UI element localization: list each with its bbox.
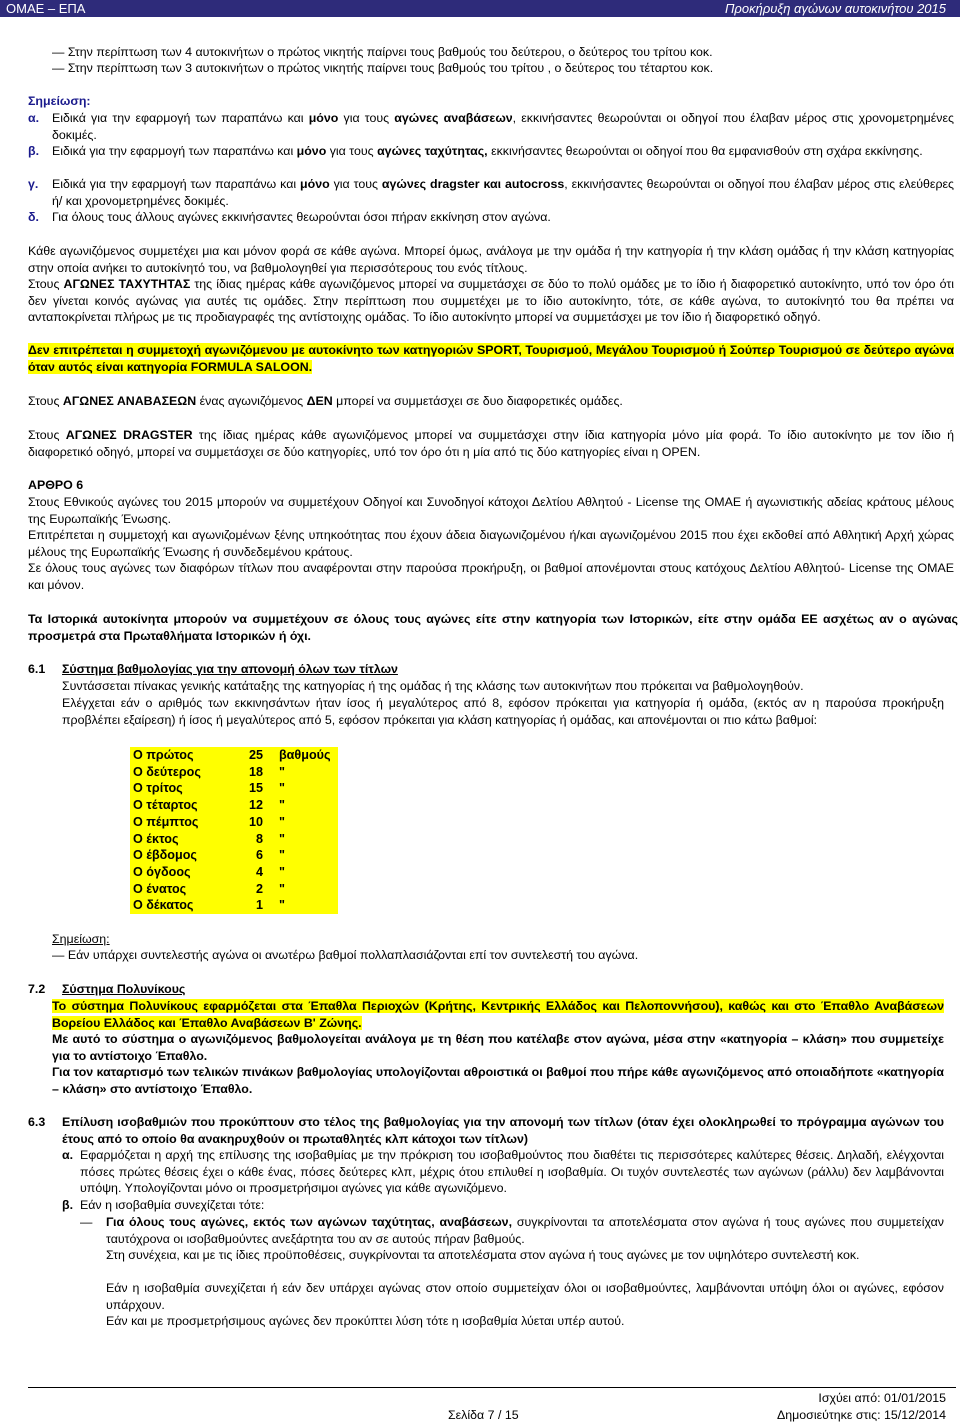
section-6-3-number: 6.3: [28, 1115, 46, 1129]
note-2-text: — Εάν υπάρχει συντελεστής αγώνα οι ανωτέρω βαθμοί πολλαπλασιάζονται επί τον συντελεστή του αγώνα.: [52, 948, 639, 962]
position-label: Ο έβδομος: [133, 848, 197, 863]
points-unit: ": [279, 764, 285, 779]
note-title: Σημείωση:: [28, 94, 91, 108]
s63-a: Εφαρμόζεται η αρχή της επίλυσης της ισοβαθμίας με την πρόκριση του ισοβαθμούντος που διαθέτει τις περισσότερες καλύτερες θέσεις. Δηλαδή, ελέγχονται πόσες πρώτες θέσεις έχει ο κάθε ένας, πόσες δεύτερες κλπ, μέχρις ότου επιλυθεί η ισοβαθμία. Οι τυχόν συντελεστές των αγώνων (ράλλυ) δεν λαμβάνονται υπόψη. Υπολογίζονται μόνο οι προσμετρήσιμοι αγώνες για κάθε αγωνιζόμενο.: [80, 1148, 944, 1195]
position-label: Ο τέταρτος: [133, 798, 198, 813]
points-value: 15: [248, 781, 263, 796]
points-row: [130, 747, 338, 764]
points-row: [130, 847, 338, 864]
dash-line-2: — Στην περίπτωση των 3 αυτοκινήτων ο πρώτος νικητής παίρνει τους βαθμούς του τρίτου , ο δεύτερος του τέταρτου κοκ.: [52, 61, 714, 75]
points-value: 6: [255, 848, 263, 863]
points-row: [130, 864, 338, 881]
article-6-p3: Σε όλους τους αγώνες των διαφόρων τίτλων που αναφέρονται στην παρούσα προκήρυξη, οι βαθμοί απονέμονται στους κατόχους Δελτίου Αθλητού- License της ΟΜΑΕ και μόνον.: [28, 561, 954, 592]
points-value: 25: [248, 748, 263, 762]
points-unit: ": [279, 898, 285, 913]
position-label: Ο πρώτος: [133, 748, 194, 762]
paragraph-participation: Κάθε αγωνιζόμενος συμμετέχει μια και μόνον φορά σε κάθε αγώνα. Μπορεί όμως, ανάλογα με την ομάδα ή την κατηγορία ή την κλάση ομάδας ή την κλάση κατηγορίας στην οποία ανήκει το αυτοκίνητό του, να βαθμολογηθεί για περισσότερους του ενός τίτλους.: [28, 244, 954, 275]
points-value: 4: [255, 864, 263, 879]
points-value: 1: [255, 898, 263, 913]
s63-b1-dash: —: [80, 1215, 93, 1229]
points-value: 12: [248, 798, 263, 813]
section-6-1-title: Σύστημα βαθμολογίας για την απονομή όλων των τίτλων: [62, 662, 398, 676]
points-unit: ": [279, 881, 285, 896]
s63-b2: Στη συνέχεια, και με τις ίδιες προϋποθέσεις, συγκρίνονται τα αποτελέσματα στον αγώνα ή τους αγώνες με τον υψηλότερο συντελεστή κοκ.: [106, 1248, 860, 1262]
page-header: [0, 0, 960, 17]
published-date: Δημοσιεύτηκε στις: 15/12/2014: [776, 1408, 946, 1422]
footer-divider: [28, 1387, 956, 1388]
note-c: Ειδικά για την εφαρμογή των παραπάνω και μόνο για τους αγώνες dragster και autocross, εκκινήσαντες θεωρούνται οι οδηγοί που έλαβαν μέρος στις ελεύθερες ή/ και χρονομετρημένες δοκιμές.: [52, 177, 954, 208]
s63-b1: Για όλους τους αγώνες, εκτός των αγώνων ταχύτητας, αναβάσεων, συγκρίνονται τα αποτελέσματα στον αγώνα ή τους αγώνες που συμμετείχαν ταυτόχρονα οι ισοβαθμούντες ανεξάρτητα του αν σε αυτούς πήραν βαθμούς.: [106, 1215, 944, 1246]
position-label: Ο ένατος: [133, 881, 187, 896]
points-table: [130, 747, 338, 914]
section-6-1-p1: Συντάσσεται πίνακας γενικής κατάταξης της κατηγορίας ή της ομάδας ή της κλάσης των αυτοκινήτων που πρόκειται να βαθμολογηθούν.: [62, 679, 804, 693]
section-7-2-highlight: Το σύστημα Πολυνίκους εφαρμόζεται στα Έπαθλα Περιοχών (Κρήτης, Κεντρικής Ελλάδος και Πελοποννήσου), καθώς και στο Έπαθλο Αναβάσεων Βορείου Ελλάδος και Έπαθλο Αναβάσεων Β' Ζώνης.: [52, 999, 944, 1030]
s63-a-mark: α.: [62, 1148, 74, 1162]
s63-b: Εάν η ισοβαθμία συνεχίζεται τότε:: [80, 1198, 265, 1212]
position-label: Ο έκτος: [133, 831, 179, 846]
points-row: [130, 814, 338, 831]
points-value: 10: [248, 814, 263, 829]
position-label: Ο τρίτος: [133, 781, 183, 796]
points-row: [130, 797, 338, 814]
points-unit: βαθμούς: [279, 748, 331, 762]
highlight-restriction: Δεν επιτρέπεται η συμμετοχή αγωνιζόμενου με αυτοκίνητο των κατηγοριών SPORT, Τουρισμού, Μεγάλου Τουρισμού ή Σούπερ Τουρισμού σε δεύτερο αγώνα όταν αυτός είναι κατηγορία FORMULA SALOON.: [28, 343, 954, 374]
points-unit: ": [279, 814, 285, 829]
points-value: 18: [248, 764, 263, 779]
s63-b3: Εάν η ισοβαθμία συνεχίζεται ή εάν δεν υπάρχει αγώνας στον οποίο συμμετείχαν όλοι οι ισοβαθμούντες, λαμβάνονται υπόψη όλοι οι αγώνες, εφόσον υπάρχουν.: [106, 1281, 944, 1312]
position-label: Ο πέμπτος: [133, 814, 199, 829]
note-2-title: Σημείωση:: [52, 932, 110, 946]
points-row: [130, 831, 338, 848]
points-value: 8: [255, 831, 263, 846]
points-unit: ": [279, 798, 285, 813]
header-org: ΟΜΑΕ – ΕΠΑ: [6, 1, 86, 16]
historic-cars: Τα Ιστορικά αυτοκίνητα μπορούν να συμμετέχουν σε όλους τους αγώνες είτε στην κατηγορία των Ιστορικών, είτε στην ομάδα ΕΕ ασχέτως αν ο αγώνας προσμετρά στα Πρωταθλήματα Ιστορικών ή όχι.: [28, 612, 958, 643]
valid-from: Ισχύει από: 01/01/2015: [818, 1391, 946, 1405]
points-row: [130, 897, 338, 914]
note-a: Ειδικά για την εφαρμογή των παραπάνω και μόνο για τους αγώνες αναβάσεων, εκκινήσαντες θεωρούνται οι οδηγοί που έλαβαν μέρος στις χρονομετρημένες δοκιμές.: [52, 111, 954, 142]
note-d: Για όλους τους άλλους αγώνες εκκινήσαντες θεωρούνται όσοι πήραν εκκίνηση στον αγώνα.: [52, 210, 551, 224]
section-7-2-number: 7.2: [28, 982, 46, 996]
points-row: [130, 881, 338, 898]
section-6-3-title: Επίλυση ισοβαθμιών που προκύπτουν στο τέλος της βαθμολογίας για την απονομή των τίτλων (όταν έχει ολοκληρωθεί το πρόγραμμα αγώνων του έτους από το οποίο θα ανακηρυχθούν οι πρωταθλητές κλπ κάτοχοι των τίτλων): [62, 1115, 944, 1146]
paragraph-dragster: Στους ΑΓΩΝΕΣ DRAGSTER της ίδιας ημέρας κάθε αγωνιζόμενος μπορεί να συμμετάσχει στην ίδια κατηγορία μόνο μία φορά. Το ίδιο αυτοκίνητο με τον ίδιο ή διαφορετικό οδηγό, μπορεί να συμμετάσχει σε δύο κατηγορίες, υπό τον όρο ότι η μία από τις δύο κατηγορίες είναι η OPEN.: [28, 428, 954, 459]
dash-line-1: — Στην περίπτωση των 4 αυτοκινήτων ο πρώτος νικητής παίρνει τους βαθμούς του δεύτερου, ο δεύτερος του τρίτου κοκ.: [52, 45, 713, 59]
article-6-p2: Επιτρέπεται η συμμετοχή και αγωνιζομένων ξένης υπηκοότητας που έχουν άδεια διαγωνιζομένου ή/και αγωνιζομένου 2015 που έχει εκδοθεί από Αθλητική Αρχή χώρας μέλους της Ευρωπαϊκής Ένωσης ή συνδεδεμένου κράτους.: [28, 528, 954, 559]
points-unit: ": [279, 848, 285, 863]
page-number: Σελίδα 7 / 15: [448, 1408, 519, 1422]
s63-b-mark: β.: [62, 1198, 74, 1212]
article-6-title: ΑΡΘΡΟ 6: [28, 478, 84, 492]
section-7-2-p2: Για τον καταρτισμό των τελικών πινάκων βαθμολογίας υπολογίζονται αθροιστικά οι βαθμοί που πήρε κάθε αγωνιζόμενος από οποιαδήποτε «κατηγορία – κλάση» στο αντίστοιχο Έπαθλο.: [52, 1065, 944, 1096]
points-row: [130, 764, 338, 781]
points-value: 2: [255, 881, 263, 896]
note-a-mark: α.: [28, 111, 40, 125]
s63-b4: Εάν και με προσμετρήσιμους αγώνες δεν προκύπτει λύση τότε η ισοβαθμία λύεται υπέρ αυτού.: [106, 1314, 625, 1328]
position-label: Ο δεύτερος: [133, 764, 201, 779]
note-b-mark: β.: [28, 144, 40, 158]
section-7-2-p1: Με αυτό το σύστημα ο αγωνιζόμενος βαθμολογείται ανάλογα με τη θέση που κατέλαβε στον αγώνα, μέσα στην «κατηγορία – κλάση» που συμμετείχε για το αντίστοιχο Έπαθλο.: [52, 1032, 944, 1063]
section-6-1-p2: Ελέγχεται εάν ο αριθμός των εκκινησάντων ήταν ίσος ή μεγαλύτερος από 8, εφόσον πρόκειται για κατηγορία ή ομάδα, (εκτός αν η παρούσα προκήρυξη προβλέπει εξαίρεση) ή ίσος ή μεγαλύτερος από 5, εφόσον πρόκειται για κλάση κατηγορίας ή ομάδας, και απονέμονται οι πιο κάτω βαθμοί:: [62, 696, 944, 727]
section-7-2-title: Σύστημα Πολυνίκους: [62, 982, 186, 996]
note-c-mark: γ.: [28, 177, 39, 191]
note-d-mark: δ.: [28, 210, 39, 224]
points-unit: ": [279, 831, 285, 846]
paragraph-speed-races: Στους ΑΓΩΝΕΣ ΤΑΧΥΤΗΤΑΣ της ίδιας ημέρας κάθε αγωνιζόμενος μπορεί να συμμετάσχει σε δύο το πολύ ομάδες με το ίδιο ή διαφορετικό αυτοκίνητο, υπό τον όρο ότι δεν γίνεται κοινός αγώνας για αυτές τις ομάδες. Στην περίπτωση που συμμετέχει με το ίδιο αυτοκίνητο, τότε, σε κάθε αγώνα, το αυτοκίνητό του θα πρέπει να ανταποκρίνεται πλήρως με τις προδιαγραφές της αντίστοιχης ομάδας. Το ίδιο αυτοκίνητο μπορεί να συμμετάσχει με τον ίδιο ή διαφορετικό οδηγό.: [28, 277, 954, 324]
points-unit: ": [279, 864, 285, 879]
note-b: Ειδικά για την εφαρμογή των παραπάνω και μόνο για τους αγώνες ταχύτητας, εκκινήσαντες θεωρούνται οι οδηγοί που θα εμφανισθούν στη σχάρα εκκίνησης.: [52, 144, 923, 158]
points-row: [130, 780, 338, 797]
article-6-p1: Στους Εθνικούς αγώνες του 2015 μπορούν να συμμετέχουν Οδηγοί και Συνοδηγοί κάτοχοι Δελτίου Αθλητού - License της ΟΜΑΕ ή αγωνιστικής αδείας κράτους μέλους της Ευρωπαϊκής Ένωσης.: [28, 495, 954, 526]
section-6-1-number: 6.1: [28, 662, 46, 676]
points-unit: ": [279, 781, 285, 796]
header-doc-title: Προκήρυξη αγώνων αυτοκινήτου 2015: [725, 1, 946, 16]
position-label: Ο όγδοος: [133, 864, 191, 879]
paragraph-hillclimb: Στους ΑΓΩΝΕΣ ΑΝΑΒΑΣΕΩΝ ένας αγωνιζόμενος ΔΕΝ μπορεί να συμμετάσχει σε δυο διαφορετικές ομάδες.: [28, 394, 623, 408]
position-label: Ο δέκατος: [133, 898, 194, 913]
